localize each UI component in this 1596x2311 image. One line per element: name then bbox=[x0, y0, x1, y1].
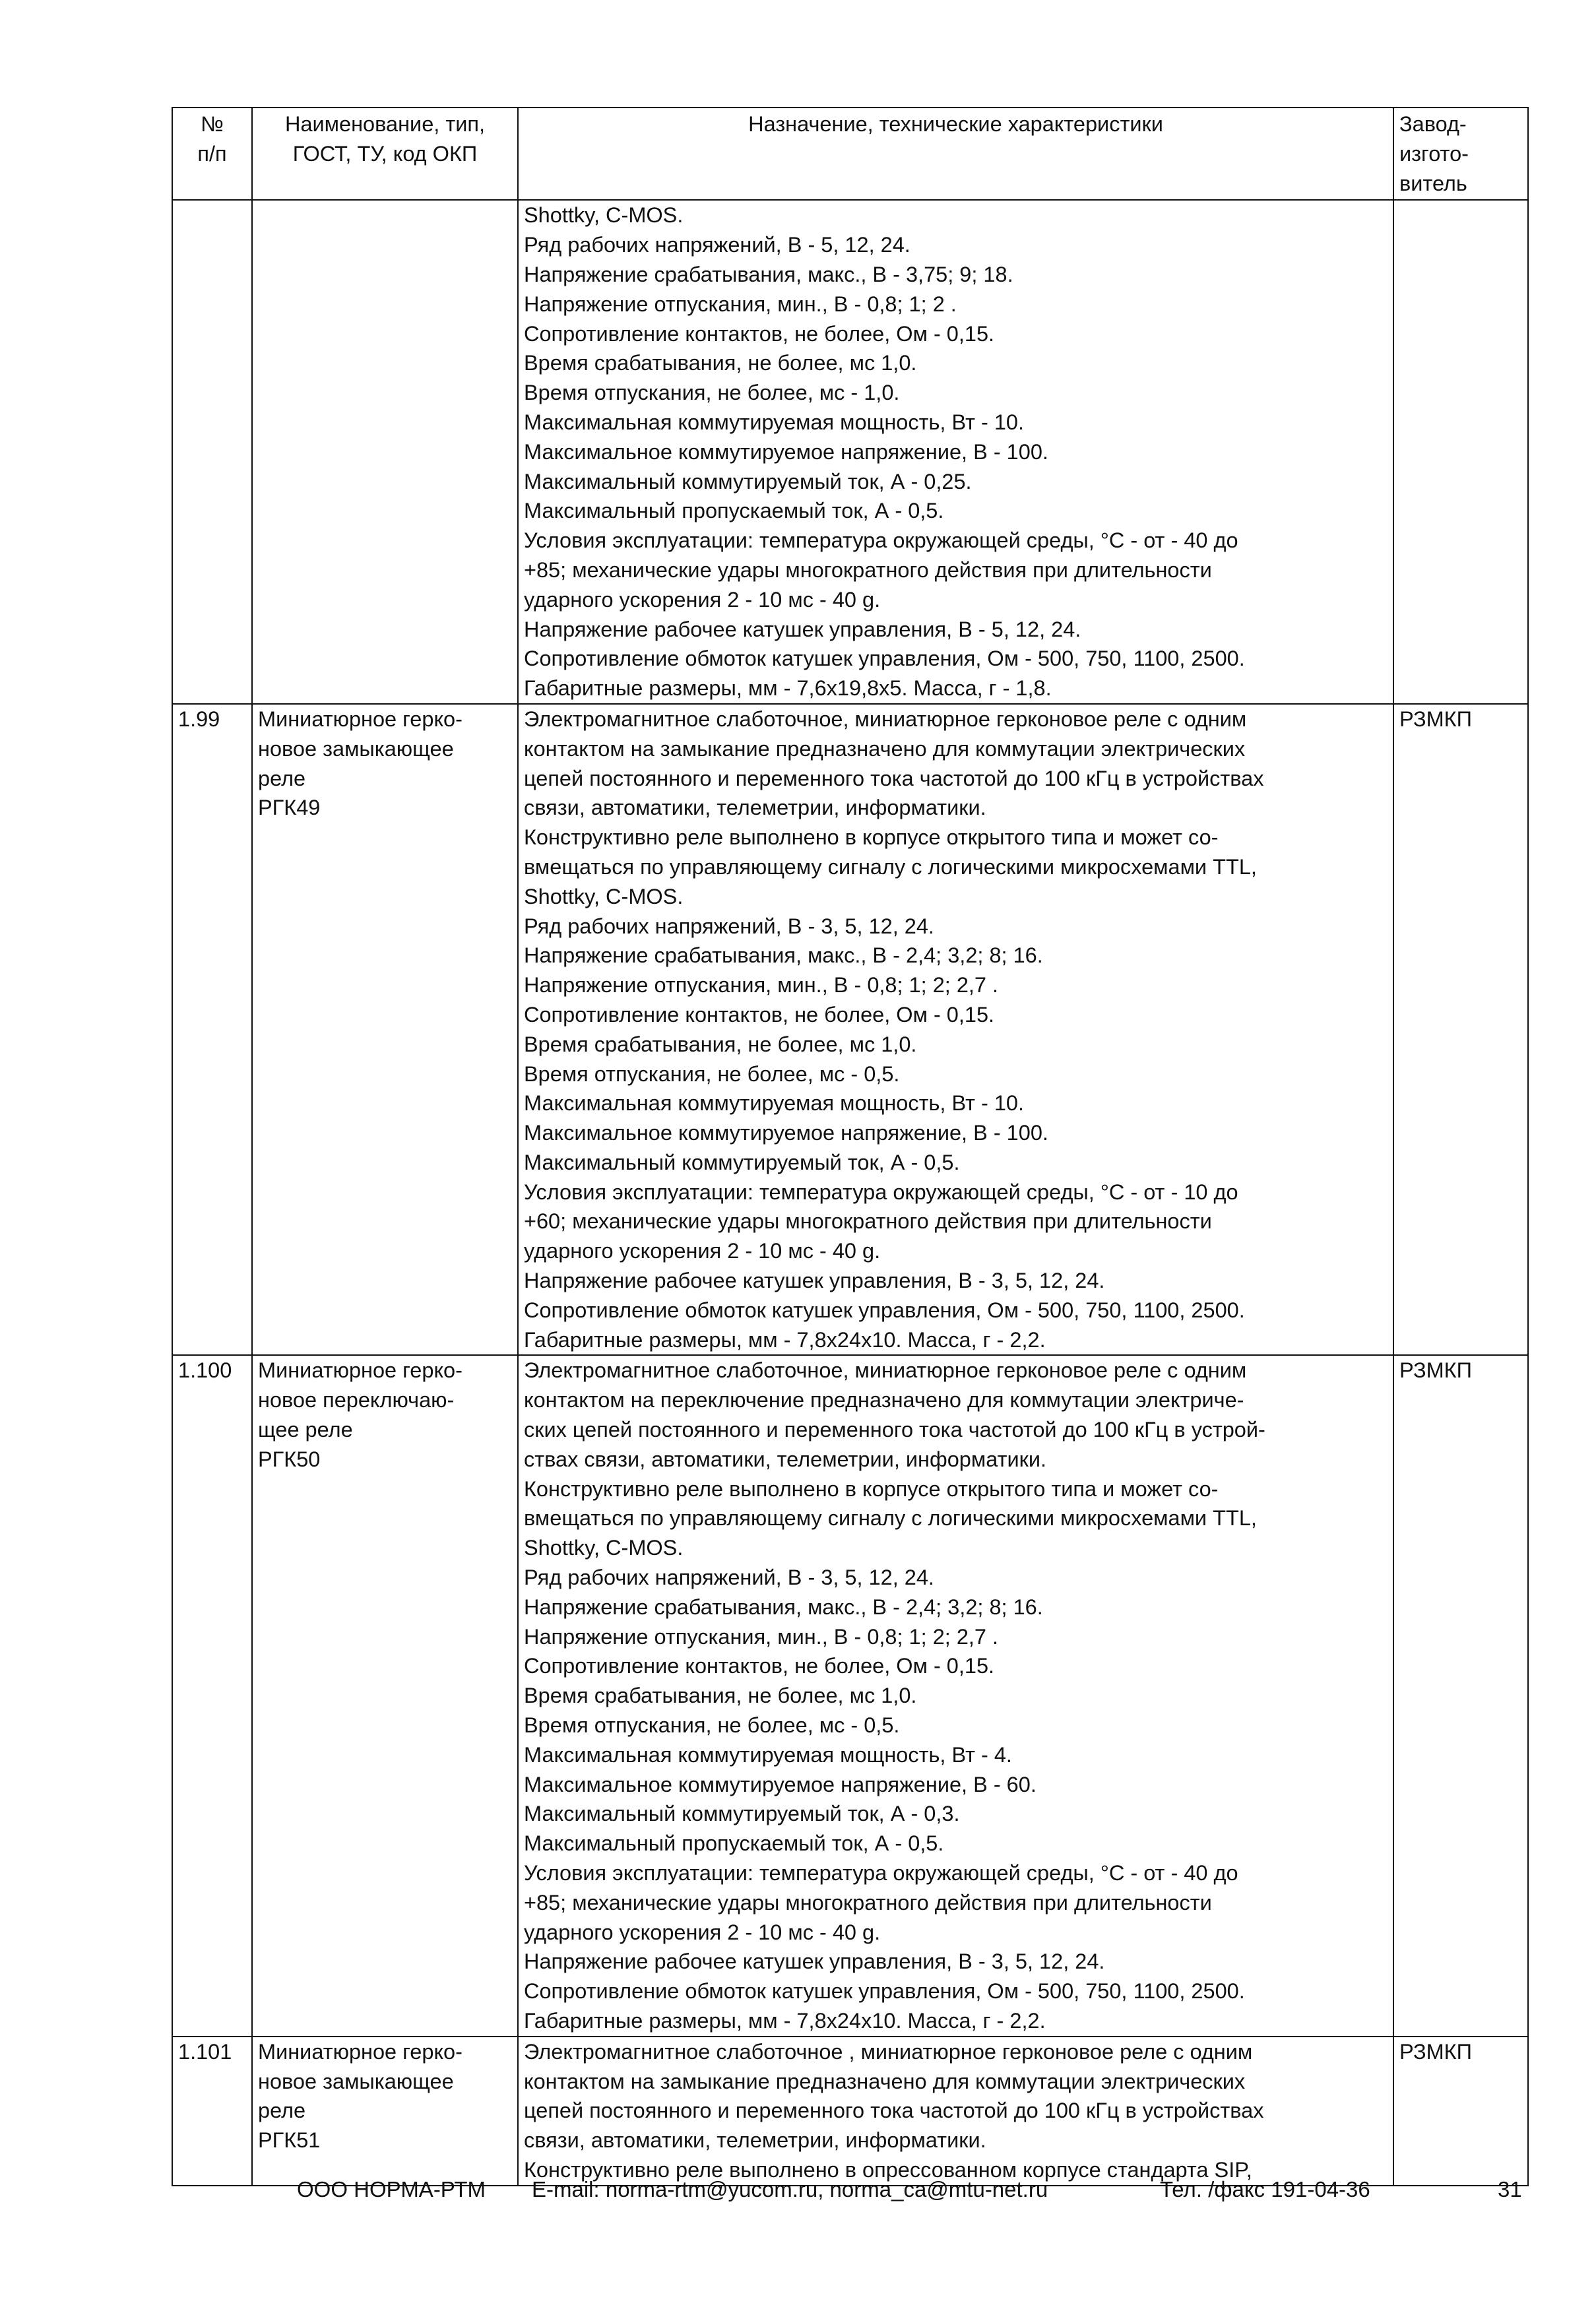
text-line: новое замыкающее bbox=[258, 736, 454, 761]
text-line: +85; механические удары многократного действия при длительности bbox=[524, 1890, 1212, 1915]
row-description bbox=[518, 1355, 1393, 2036]
text-line: Габаритные размеры, мм - 7,8х24х10. Масса, г - 2,2. bbox=[524, 1327, 1046, 1352]
row-manufacturer: РЗМКП bbox=[1393, 2037, 1528, 2186]
text-line: Время отпускания, не более, мс - 1,0. bbox=[524, 381, 900, 405]
table-header-row bbox=[172, 108, 1528, 200]
text-line: Назначение, технические характеристики bbox=[748, 112, 1163, 136]
text-line: Условия эксплуатации: температура окружающей среды, °С - от - 40 до bbox=[524, 528, 1238, 553]
footer-contacts: E-mail: norma-rtm@yucom.ru, norma_ca@mtu-net.ru bbox=[532, 2177, 1048, 2201]
row-description bbox=[518, 200, 1393, 704]
text-line: +85; механические удары многократного действия при длительности bbox=[524, 557, 1212, 582]
text-line: реле bbox=[258, 766, 306, 790]
text-line: Напряжение срабатывания, макс., В - 2,4; 3,2; 8; 16. bbox=[524, 943, 1043, 968]
row-manufacturer: РЗМКП bbox=[1393, 1355, 1528, 2036]
text-line: Shottky, C-MOS. bbox=[524, 1536, 684, 1560]
text-line: Конструктивно реле выполнено в корпусе открытого типа и может со- bbox=[524, 1476, 1219, 1501]
text-line: +60; механические удары многократного действия при длительности bbox=[524, 1209, 1212, 1234]
row-number: 1.100 bbox=[172, 1355, 252, 2036]
text-line: Габаритные размеры, мм - 7,8х24х10. Масса, г - 2,2. bbox=[524, 2009, 1046, 2033]
text-line: Конструктивно реле выполнено в опрессованном корпусе стандарта SIP, bbox=[524, 2157, 1252, 2182]
text-line: № bbox=[201, 112, 224, 136]
text-line: Максимальный коммутируемый ток, А - 0,5. bbox=[524, 1150, 960, 1174]
text-line: Электромагнитное слаботочное, миниатюрное герконовое реле с одним bbox=[524, 1358, 1247, 1383]
text-line: Shottky, C-MOS. bbox=[524, 884, 684, 908]
text-line: изгото- bbox=[1399, 141, 1469, 166]
text-line: Напряжение отпускания, мин., В - 0,8; 1; 2 . bbox=[524, 292, 957, 316]
text-line: Наименование, тип, bbox=[284, 112, 486, 136]
text-line: ствах связи, автоматики, телеметрии, информатики. bbox=[524, 1447, 1047, 1471]
row-number bbox=[172, 200, 252, 704]
header-name bbox=[252, 108, 518, 200]
text-line: контактом на переключение предназначено для коммутации электриче- bbox=[524, 1388, 1244, 1412]
row-name bbox=[252, 1355, 518, 2036]
text-line: Завод- bbox=[1399, 112, 1467, 136]
table-row bbox=[172, 1355, 1528, 2036]
table-body bbox=[172, 200, 1528, 2185]
text-line: Максимальная коммутируемая мощность, Вт - 10. bbox=[524, 410, 1025, 434]
row-manufacturer bbox=[1393, 200, 1528, 704]
text-line: Максимальное коммутируемое напряжение, В - 100. bbox=[524, 1121, 1048, 1145]
text-line: Максимальное коммутируемое напряжение, В - 100. bbox=[524, 439, 1048, 464]
text-line: Напряжение рабочее катушек управления, В - 5, 12, 24. bbox=[524, 617, 1081, 641]
text-line: реле bbox=[258, 2099, 306, 2123]
text-line: Время срабатывания, не более, мс 1,0. bbox=[524, 351, 917, 375]
text-line: Напряжение отпускания, мин., В - 0,8; 1; 2; 2,7 . bbox=[524, 973, 999, 997]
text-line: Напряжение срабатывания, макс., В - 2,4; 3,2; 8; 16. bbox=[524, 1595, 1043, 1619]
header-maker bbox=[1393, 108, 1528, 200]
row-number: 1.101 bbox=[172, 2037, 252, 2186]
text-line: п/п bbox=[197, 141, 227, 166]
text-line: Максимальная коммутируемая мощность, Вт - 4. bbox=[524, 1742, 1012, 1767]
text-line: Максимальный пропускаемый ток, А - 0,5. bbox=[524, 499, 944, 523]
text-line: Сопротивление обмоток катушек управления, Ом - 500, 750, 1100, 2500. bbox=[524, 647, 1245, 671]
text-line: Напряжение рабочее катушек управления, В - 3, 5, 12, 24. bbox=[524, 1949, 1105, 1974]
text-line: Напряжение рабочее катушек управления, В - 3, 5, 12, 24. bbox=[524, 1269, 1105, 1293]
text-line: новое переключаю- bbox=[258, 1388, 455, 1412]
text-line: Время отпускания, не более, мс - 0,5. bbox=[524, 1061, 900, 1086]
text-line: ГОСТ, ТУ, код ОКП bbox=[292, 141, 478, 166]
text-line: Ряд рабочих напряжений, В - 5, 12, 24. bbox=[524, 233, 910, 257]
text-line: Миниатюрное герко- bbox=[258, 707, 463, 731]
text-line: Напряжение отпускания, мин., В - 0,8; 1; 2; 2,7 . bbox=[524, 1624, 999, 1649]
footer-phone: Тел. /факс 191-04-36 bbox=[1160, 2177, 1370, 2201]
text-line: РГК51 bbox=[258, 2128, 321, 2153]
text-line: Сопротивление контактов, не более, Ом - 0,15. bbox=[524, 1002, 995, 1027]
text-line: Максимальное коммутируемое напряжение, В - 60. bbox=[524, 1772, 1037, 1796]
text-line: Напряжение срабатывания, макс., В - 3,75; 9; 18. bbox=[524, 262, 1013, 286]
text-line: цепей постоянного и переменного тока частотой до 100 кГц в устройствах bbox=[524, 766, 1264, 790]
text-line: Сопротивление контактов, не более, Ом - 0,15. bbox=[524, 1654, 995, 1678]
text-line: Миниатюрное герко- bbox=[258, 2039, 463, 2064]
text-line: витель bbox=[1399, 171, 1467, 195]
text-line: Сопротивление обмоток катушек управления, Ом - 500, 750, 1100, 2500. bbox=[524, 1979, 1245, 2004]
text-line: Максимальный коммутируемый ток, А - 0,25. bbox=[524, 469, 972, 493]
text-line: вмещаться по управляющему сигналу с логическими микросхемами TTL, bbox=[524, 854, 1257, 879]
text-line: Миниатюрное герко- bbox=[258, 1358, 463, 1383]
text-line: связи, автоматики, телеметрии, информатики. bbox=[524, 2128, 986, 2153]
row-description bbox=[518, 704, 1393, 1356]
text-line: Условия эксплуатации: температура окружающей среды, °С - от - 10 до bbox=[524, 1180, 1238, 1204]
text-line: Максимальный пропускаемый ток, А - 0,5. bbox=[524, 1831, 944, 1856]
text-line: щее реле bbox=[258, 1418, 353, 1442]
table-row bbox=[172, 2037, 1528, 2186]
text-line: Условия эксплуатации: температура окружающей среды, °С - от - 40 до bbox=[524, 1861, 1238, 1885]
text-line: ударного ускорения 2 - 10 мс - 40 g. bbox=[524, 587, 881, 612]
text-line: цепей постоянного и переменного тока частотой до 100 кГц в устройствах bbox=[524, 2099, 1264, 2123]
row-description bbox=[518, 2037, 1393, 2186]
footer-company: ООО НОРМА-РТМ bbox=[297, 2177, 486, 2201]
page-number: 31 bbox=[1498, 2177, 1522, 2201]
text-line: Ряд рабочих напряжений, В - 3, 5, 12, 24. bbox=[524, 914, 934, 938]
header-num bbox=[172, 108, 252, 200]
spec-table bbox=[172, 107, 1529, 2186]
text-line: Время отпускания, не более, мс - 0,5. bbox=[524, 1713, 900, 1738]
row-name bbox=[252, 2037, 518, 2186]
row-number: 1.99 bbox=[172, 704, 252, 1356]
text-line: Конструктивно реле выполнено в корпусе открытого типа и может со- bbox=[524, 825, 1219, 850]
text-line: ских цепей постоянного и переменного тока частотой до 100 кГц в устрой- bbox=[524, 1418, 1265, 1442]
text-line: связи, автоматики, телеметрии, информатики. bbox=[524, 796, 986, 820]
header-desc bbox=[518, 108, 1393, 200]
text-line: Сопротивление контактов, не более, Ом - 0,15. bbox=[524, 321, 995, 346]
text-line: РГК50 bbox=[258, 1447, 321, 1471]
text-line: Shottky, C-MOS. bbox=[524, 203, 684, 228]
text-line: ударного ускорения 2 - 10 мс - 40 g. bbox=[524, 1920, 881, 1944]
row-manufacturer: РЗМКП bbox=[1393, 704, 1528, 1356]
row-name bbox=[252, 200, 518, 704]
table-row bbox=[172, 200, 1528, 704]
text-line: новое замыкающее bbox=[258, 2069, 454, 2093]
text-line: вмещаться по управляющему сигналу с логическими микросхемами TTL, bbox=[524, 1506, 1257, 1531]
text-line: контактом на замыкание предназначено для коммутации электрических bbox=[524, 2069, 1246, 2093]
text-line: РГК49 bbox=[258, 796, 321, 820]
text-line: Электромагнитное слаботочное , миниатюрное герконовое реле с одним bbox=[524, 2039, 1253, 2064]
text-line: Электромагнитное слаботочное, миниатюрное герконовое реле с одним bbox=[524, 707, 1247, 731]
text-line: ударного ускорения 2 - 10 мс - 40 g. bbox=[524, 1239, 881, 1263]
text-line: Время срабатывания, не более, мс 1,0. bbox=[524, 1032, 917, 1056]
row-name bbox=[252, 704, 518, 1356]
text-line: Ряд рабочих напряжений, В - 3, 5, 12, 24. bbox=[524, 1566, 934, 1590]
table-row bbox=[172, 704, 1528, 1356]
text-line: Максимальный коммутируемый ток, А - 0,3. bbox=[524, 1802, 960, 1826]
text-line: Максимальная коммутируемая мощность, Вт - 10. bbox=[524, 1091, 1025, 1116]
text-line: Габаритные размеры, мм - 7,6х19,8х5. Масса, г - 1,8. bbox=[524, 676, 1052, 701]
text-line: Сопротивление обмоток катушек управления, Ом - 500, 750, 1100, 2500. bbox=[524, 1298, 1245, 1322]
text-line: Время срабатывания, не более, мс 1,0. bbox=[524, 1684, 917, 1708]
text-line: контактом на замыкание предназначено для коммутации электрических bbox=[524, 736, 1246, 761]
